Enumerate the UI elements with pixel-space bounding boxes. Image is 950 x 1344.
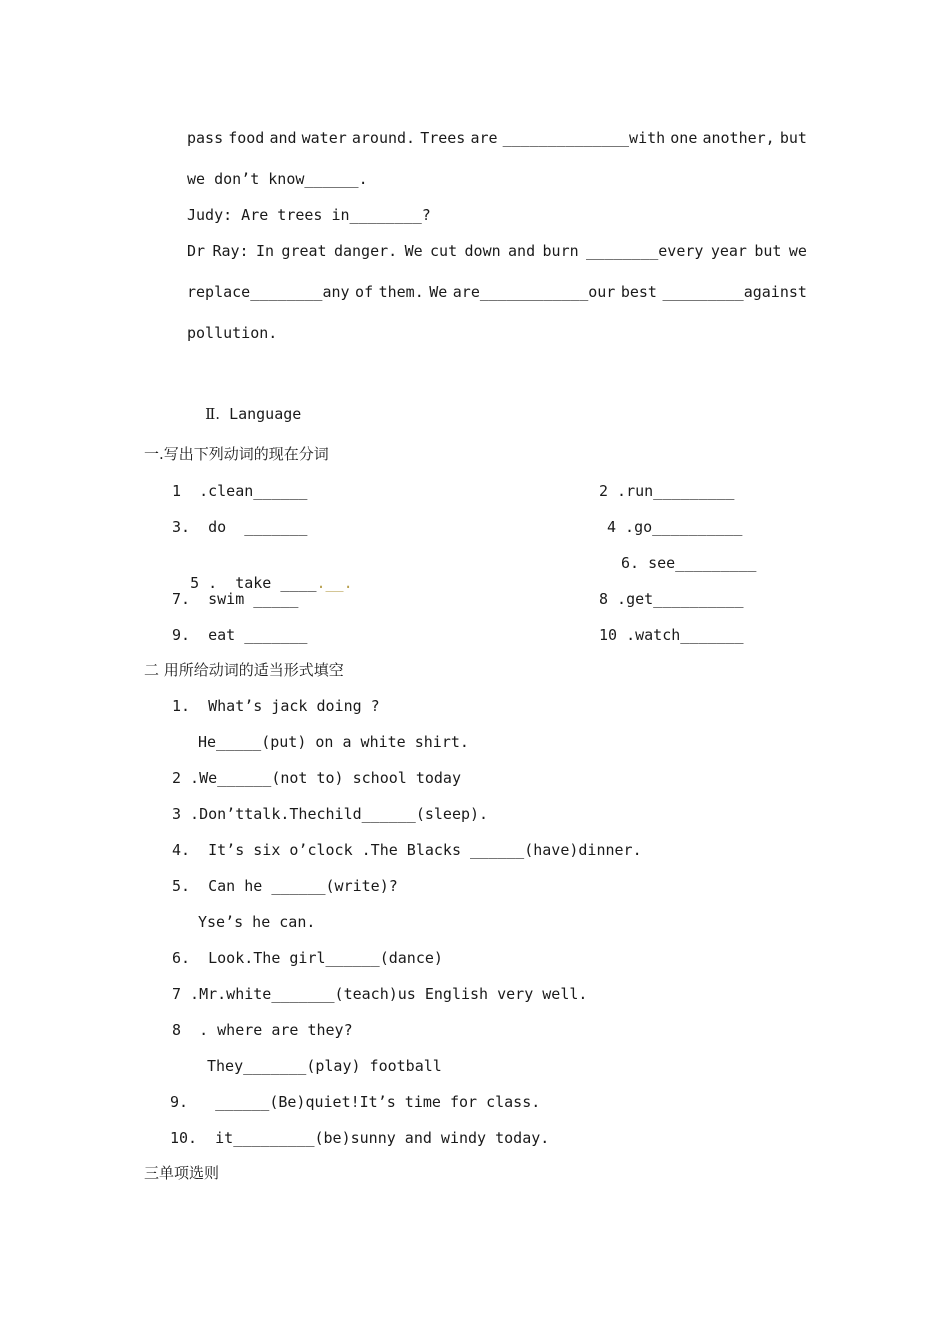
word: year: [710, 242, 747, 260]
word: but: [754, 242, 782, 260]
passage-line-2: we don’t know______.: [187, 170, 368, 188]
word: Trees: [420, 129, 466, 147]
section-2-heading: [187, 384, 301, 424]
exercise-line: 6. Look.The girl______(dance): [172, 949, 443, 967]
exercise-line: 9. ______(Be)quiet!It’s time for class.: [170, 1093, 541, 1111]
word: We: [404, 242, 423, 260]
exercise-line: He_____(put) on a white shirt.: [198, 733, 469, 751]
exercise-item: 10 .watch_______: [599, 626, 744, 644]
exercise-blank-marks: .__.: [316, 574, 353, 592]
word: danger.: [333, 242, 398, 260]
exercise-line: 5. Can he ______(write)?: [172, 877, 398, 895]
word: _________against: [662, 283, 807, 301]
exercise-line: 3 .Don’ttalk.Thechild______(sleep).: [172, 805, 489, 823]
word: best: [620, 283, 657, 301]
word: are____________our: [452, 283, 616, 301]
exercise-line: 4. It’s six o’clock .The Blacks ______(have)dinner.: [172, 841, 642, 859]
exercise-item: 6. see_________: [621, 554, 757, 572]
word: In: [255, 242, 275, 260]
exercise-item: [172, 553, 353, 593]
word: cut: [430, 242, 458, 260]
word: food: [228, 129, 265, 147]
exercise-item: 1 .clean______: [172, 482, 308, 500]
exercise-item: 2 .run_________: [599, 482, 735, 500]
exercise-line: They_______(play) football: [207, 1057, 442, 1075]
passage-line-4: [187, 241, 807, 261]
exercise-item: 3. do _______: [172, 518, 308, 536]
exercise-item: 7. swim _____: [172, 590, 299, 608]
word: them.: [378, 283, 424, 301]
exercise-line: 7 .Mr.white_______(teach)us English very well.: [172, 985, 588, 1003]
word: and: [269, 129, 297, 147]
exercise-text: 5 . take ____: [190, 574, 317, 592]
word: We: [429, 283, 448, 301]
passage-line-1: [187, 128, 807, 148]
word: Dr: [187, 242, 206, 260]
section-title: Language: [229, 405, 302, 423]
word: of: [355, 283, 374, 301]
word: ______________with: [502, 129, 666, 147]
word: but: [779, 129, 807, 147]
passage-line-5: [187, 282, 807, 302]
word: around.: [351, 129, 416, 147]
exercise-line: 2 .We______(not to) school today: [172, 769, 461, 787]
word: down: [464, 242, 501, 260]
word: Ray:: [212, 242, 249, 260]
word: and: [508, 242, 536, 260]
exercise-line: 10. it_________(be)sunny and windy today.: [170, 1129, 550, 1147]
word: pass: [187, 129, 224, 147]
section-numeral: Ⅱ.: [205, 405, 221, 423]
word: another,: [702, 129, 775, 147]
passage-line-3: Judy: Are trees in________?: [187, 206, 431, 224]
part-1-heading: 一.写出下列动词的现在分词: [144, 445, 329, 463]
word: great: [281, 242, 327, 260]
part-3-heading: 三单项选则: [144, 1164, 220, 1182]
part-2-heading: 二 用所给动词的适当形式填空: [144, 661, 344, 679]
word: replace________any: [187, 283, 350, 301]
word: we: [788, 242, 807, 260]
word: water: [301, 129, 347, 147]
word: ________every: [586, 242, 704, 260]
word: burn: [542, 242, 579, 260]
exercise-line: 1. What’s jack doing ?: [172, 697, 380, 715]
exercise-item: 9. eat _______: [172, 626, 308, 644]
exercise-item: 8 .get__________: [599, 590, 744, 608]
exercise-line: Yse’s he can.: [198, 913, 316, 931]
word: one: [670, 129, 698, 147]
exercise-line: 8 . where are they?: [172, 1021, 353, 1039]
exercise-item: 4 .go__________: [607, 518, 743, 536]
word: are: [470, 129, 498, 147]
passage-line-6: pollution.: [187, 324, 278, 342]
